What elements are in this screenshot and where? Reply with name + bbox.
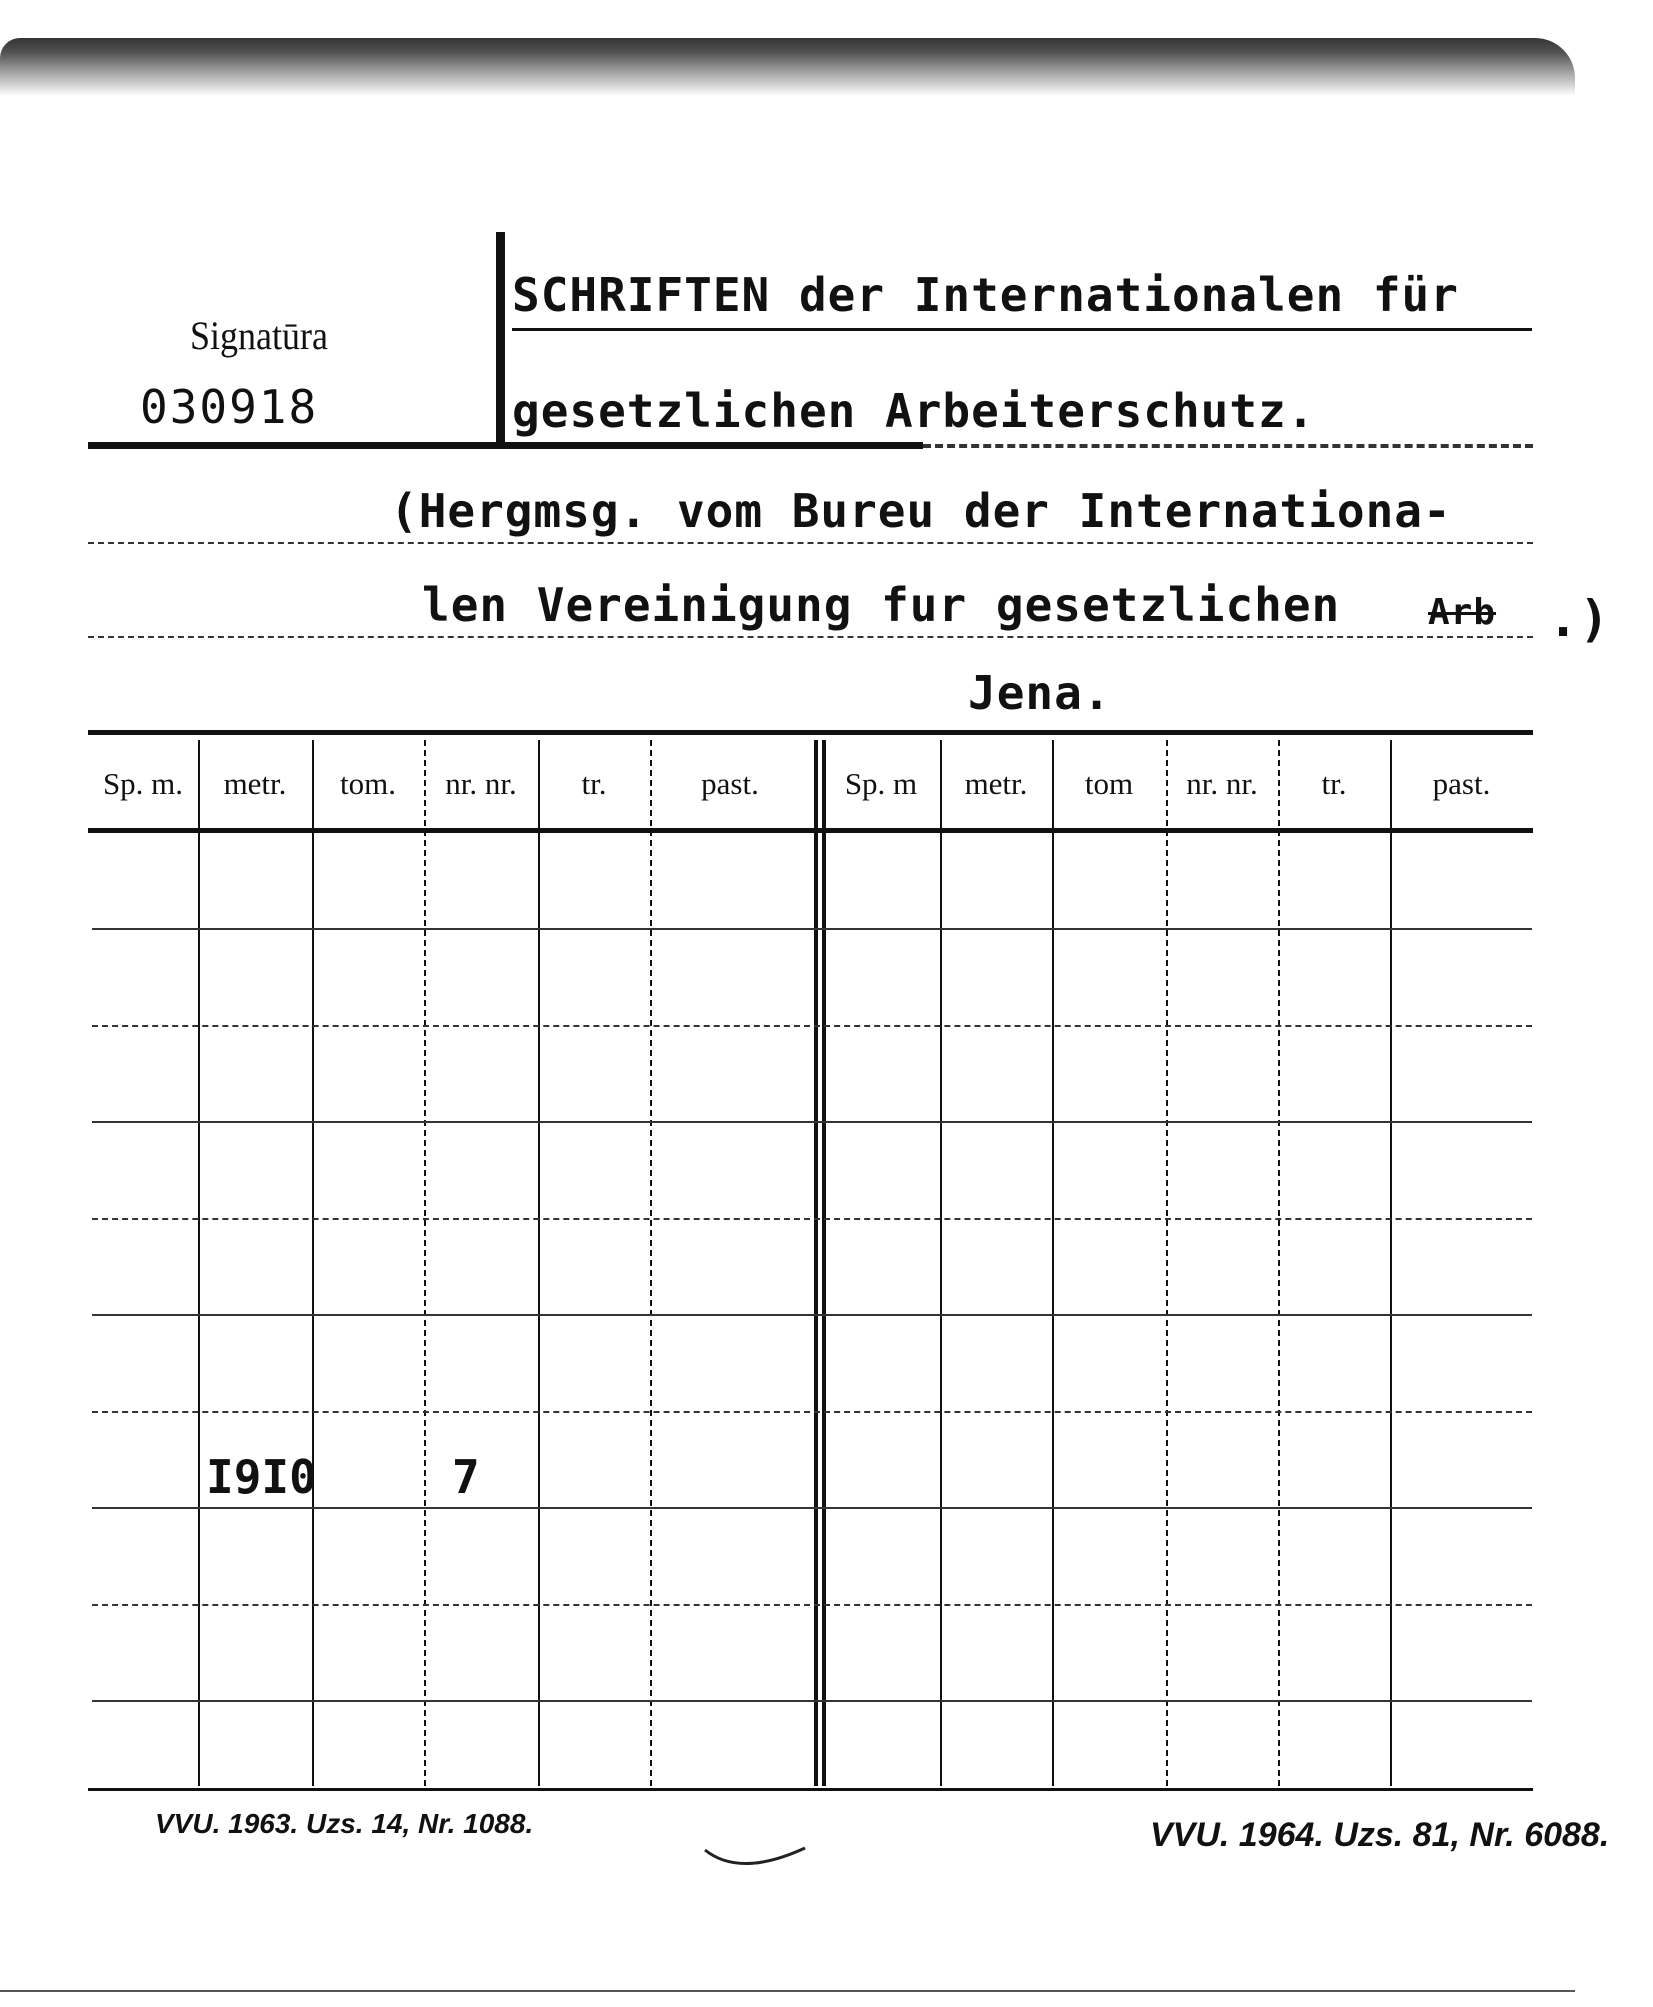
note-line-2: len Vereinigung fur gesetzlichen bbox=[422, 578, 1341, 632]
row-line bbox=[92, 1121, 1532, 1123]
row-line bbox=[92, 928, 1532, 930]
note-rule-2 bbox=[88, 636, 1533, 638]
right-header-past: past. bbox=[1432, 766, 1491, 801]
row-line bbox=[92, 1411, 1532, 1413]
note-line-1: (Hergmsg. vom Bureu der Internationa- bbox=[390, 484, 1452, 538]
column-line bbox=[1390, 740, 1392, 1786]
row-line bbox=[92, 1025, 1532, 1027]
table-top-rule bbox=[88, 730, 1533, 735]
entry-metr: I9I0 bbox=[206, 1450, 317, 1504]
entry-nr: 7 bbox=[452, 1450, 480, 1504]
title-underline-1 bbox=[512, 328, 1532, 331]
header-divider bbox=[496, 232, 505, 442]
right-header-metr: metr. bbox=[964, 766, 1028, 801]
column-line bbox=[198, 740, 200, 1786]
signature-label: Signatūra bbox=[190, 313, 328, 358]
row-line bbox=[92, 1604, 1532, 1606]
left-header-sp-m: Sp. m. bbox=[102, 766, 184, 801]
row-line bbox=[92, 1314, 1532, 1316]
column-line bbox=[1278, 740, 1280, 1786]
left-header-tr: tr. bbox=[581, 766, 607, 801]
title-line-1: SCHRIFTEN der Internationalen für bbox=[512, 268, 1459, 322]
footer-left-note: VVU. 1963. Uzs. 14, Nr. 1088. bbox=[155, 1808, 534, 1839]
column-line bbox=[940, 740, 942, 1786]
signature-number: 030918 bbox=[140, 380, 319, 434]
left-header-nr-nr: nr. nr. bbox=[445, 766, 517, 801]
note-close: .) bbox=[1548, 590, 1611, 648]
column-line bbox=[312, 740, 314, 1786]
header-rule bbox=[88, 442, 923, 449]
row-line bbox=[92, 1507, 1532, 1509]
row-line bbox=[92, 1700, 1532, 1702]
column-line bbox=[650, 740, 652, 1786]
column-line bbox=[538, 740, 540, 1786]
column-line bbox=[1052, 740, 1054, 1786]
column-line bbox=[424, 740, 426, 1786]
center-divider bbox=[822, 740, 826, 1786]
footer-right-note: VVU. 1964. Uzs. 81, Nr. 6088. bbox=[1150, 1816, 1610, 1854]
scan-smear-top bbox=[0, 38, 1575, 96]
left-header-metr: metr. bbox=[223, 766, 287, 801]
row-line bbox=[92, 1218, 1532, 1220]
table-bottom-rule bbox=[88, 1788, 1533, 1791]
pen-stroke bbox=[700, 1838, 810, 1878]
header-rule-dashed bbox=[923, 444, 1533, 448]
left-header-tom: tom. bbox=[340, 766, 396, 801]
center-divider bbox=[814, 740, 818, 1786]
place: Jena. bbox=[968, 666, 1112, 720]
left-header-past: past. bbox=[701, 766, 759, 801]
table-header-rule bbox=[88, 828, 1533, 833]
right-header-sp-m: Sp. m bbox=[844, 766, 918, 801]
right-header-nr-nr: nr. nr. bbox=[1186, 766, 1258, 801]
right-header-tr: tr. bbox=[1321, 766, 1347, 801]
title-line-2: gesetzlichen Arbeiterschutz. bbox=[512, 384, 1316, 438]
note-arb: Arb bbox=[1428, 592, 1497, 633]
right-header-tom: tom bbox=[1084, 766, 1134, 801]
column-line bbox=[1166, 740, 1168, 1786]
card-bottom-edge bbox=[0, 1990, 1575, 1992]
note-rule-1 bbox=[88, 542, 1533, 544]
